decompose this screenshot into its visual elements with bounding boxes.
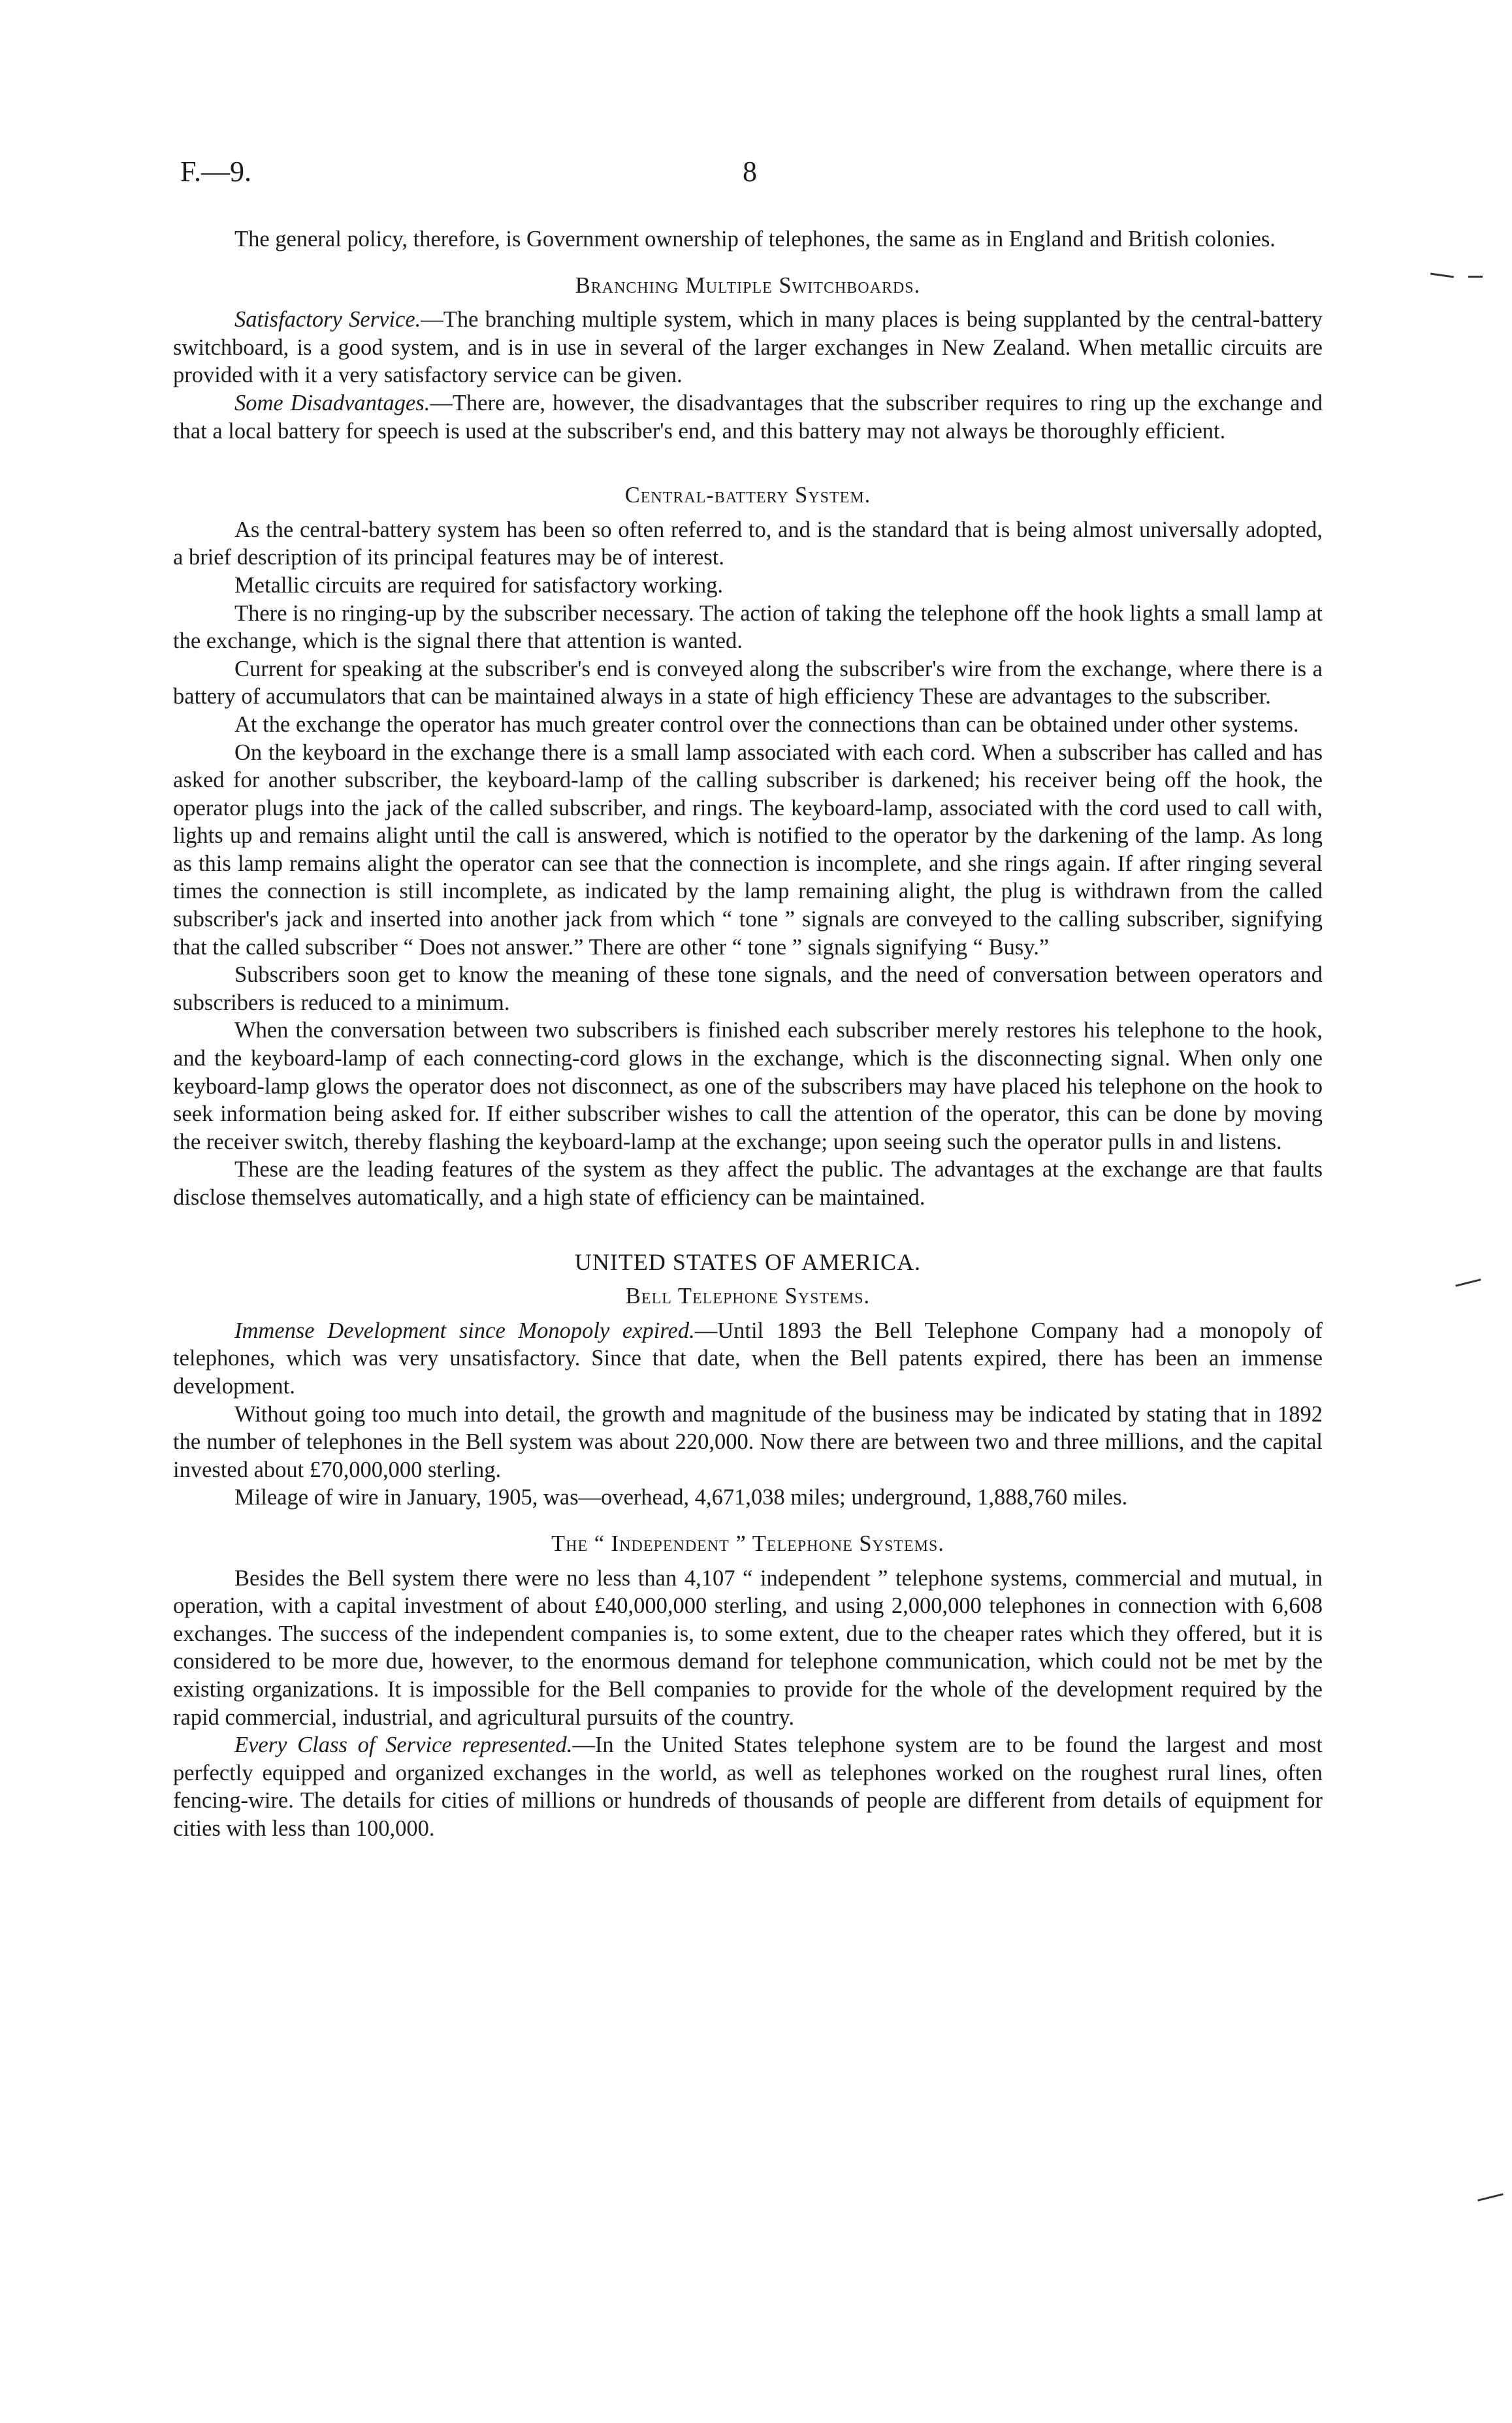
section-heading-independent: The “ Independent ” Telephone Systems. xyxy=(551,1531,944,1556)
paragraph: As the central-battery system has been so often referred to, and is the standard that is being almost universally adopted, a brief description of its principal features may be of interest. xyxy=(173,517,1323,570)
page-header-ref: F.—9. xyxy=(180,155,251,187)
paragraph: Besides the Bell system there were no less than 4,107 “ independent ” telephone systems, commercial and mutual, in operation, with a capital investment of about £40,000,000 sterling, and using 2,000,000 telephones in connection with 6,608 exchanges. The success of the independent companies is, to some extent, due to the cheaper rates which they offered, but it is considered to be more due, however, to the enormous demand for telephone communication, which could not be met by the existing organizations. It is impossible for the Bell companies to provide for the whole of the development required by the rapid commercial, industrial, and agricultural pursuits of the country. xyxy=(173,1565,1323,1730)
paragraph: Metallic circuits are required for satisfactory working. xyxy=(234,572,724,598)
paragraph: Current for speaking at the subscriber's end is conveyed along the subscriber's wire from the exchange, where there is a battery of accumulators that can be maintained always in a state of high efficiency These are advantages to the subscriber. xyxy=(173,656,1323,709)
paragraph: Without going too much into detail, the growth and magnitude of the business may be indicated by stating that in 1892 the number of telephones in the Bell system was about 220,000. Now there are between two and three millions, and the capital invested about £70,000,000 sterling. xyxy=(173,1401,1323,1482)
paragraph: On the keyboard in the exchange there is a small lamp associated with each cord. When a subscriber has called and has asked for another subscriber, the keyboard-lamp of the calling subscriber is darkened; his receiver being off the hook, the operator plugs into the jack of the called subscriber, and rings. The keyboard-lamp, associated with the cord used to call with, lights up and remains alight until the call is answered, which is notified to the operator by the darkening of the lamp. As long as this lamp remains alight the operator can see that the connection is incomplete, and she rings again. If after ringing several times the connection is still incomplete, as indicated by the lamp remaining alight, the plug is withdrawn from the called subscriber's jack and inserted into another jack from which “ tone ” signals are conveyed to the calling subscriber, signifying that the called subscriber “ Does not answer.” There are other “ tone ” signals signifying “ Busy.” xyxy=(173,740,1323,960)
section-heading-usa: UNITED STATES OF AMERICA. xyxy=(574,1248,922,1275)
paragraph-text: —The branching multiple system, which in many places is being supplanted by the central-battery switchboard, is a good system, and is in use in several of the larger exchanges in New Zealand. When metallic circuits are provided with it a very satisfactory service can be given. xyxy=(173,307,1323,388)
paragraph: Mileage of wire in January, 1905, was—overhead, 4,671,038 miles; underground, 1,888,760 miles. xyxy=(234,1485,1128,1510)
paragraph-text: —There are, however, the disadvantages that the subscriber requires to ring up the exchange and that a local battery for speech is used at the subscriber's end, and this battery may not always be thoroughly efficient. xyxy=(173,390,1323,444)
paragraph-lead: Immense Development since Monopoly expired. xyxy=(234,1318,695,1343)
margin-mark xyxy=(1430,273,1454,278)
paragraph-lead: Every Class of Service represented. xyxy=(234,1732,573,1758)
paragraph: Subscribers soon get to know the meaning of these tone signals, and the need of conversation between operators and subscribers is reduced to a minimum. xyxy=(173,962,1323,1015)
margin-mark xyxy=(1477,2193,1504,2202)
page-number: 8 xyxy=(743,155,757,187)
section-heading-central-battery: Central-battery System. xyxy=(624,483,871,508)
paragraph: When the conversation between two subscribers is finished each subscriber merely restores his telephone to the hook, and the keyboard-lamp of each connecting-cord glows in the exchange, which is the disconnecting signal. When only one keyboard-lamp glows the operator does not disconnect, as one of the subscribers may have placed his telephone on the hook to seek information being asked for. If either subscriber wishes to call the attention of the operator, this can be done by moving the receiver switch, thereby flashing the keyboard-lamp at the exchange; upon seeing such the operator pulls in and listens. xyxy=(173,1018,1323,1154)
paragraph-text: —In the United States telephone system are to be found the largest and most perfectly equipped and organized exchanges in the world, as well as telephones worked on the roughest rural lines, often fencing-wire. The details for cities of millions or hundreds of thousands of people are different from details of equipment for cities with less than 100,000. xyxy=(173,1732,1323,1841)
paragraph xyxy=(173,1317,1323,1401)
paragraph: These are the leading features of the system as they affect the public. The advantages at the exchange are that faults disclose themselves automatically, and a high state of efficiency can be maintained. xyxy=(173,1157,1323,1210)
paragraph: There is no ringing-up by the subscriber necessary. The action of taking the telephone off the hook lights a small lamp at the exchange, which is the signal there that attention is wanted. xyxy=(173,600,1323,654)
paragraph xyxy=(173,389,1323,445)
intro-paragraph: The general policy, therefore, is Government ownership of telephones, the same as in England and British colonies. xyxy=(234,227,1276,252)
paragraph xyxy=(173,306,1323,389)
paragraph: At the exchange the operator has much greater control over the connections than can be obtained under other systems. xyxy=(234,711,1299,737)
paragraph-text: —Until 1893 the Bell Telephone Company had a monopoly of telephones, which was very unsatisfactory. Since that date, when the Bell patents expired, there has been an immense development. xyxy=(173,1318,1323,1399)
margin-mark xyxy=(1468,276,1483,278)
paragraph xyxy=(173,1731,1323,1842)
document-body xyxy=(173,225,1323,1842)
section-heading-branching: Branching Multiple Switchboards. xyxy=(575,272,921,298)
paragraph-lead: Satisfactory Service. xyxy=(234,307,421,333)
margin-mark xyxy=(1455,1278,1481,1287)
section-subheading-bell: Bell Telephone Systems. xyxy=(625,1284,871,1309)
paragraph-lead: Some Disadvantages. xyxy=(234,390,430,415)
